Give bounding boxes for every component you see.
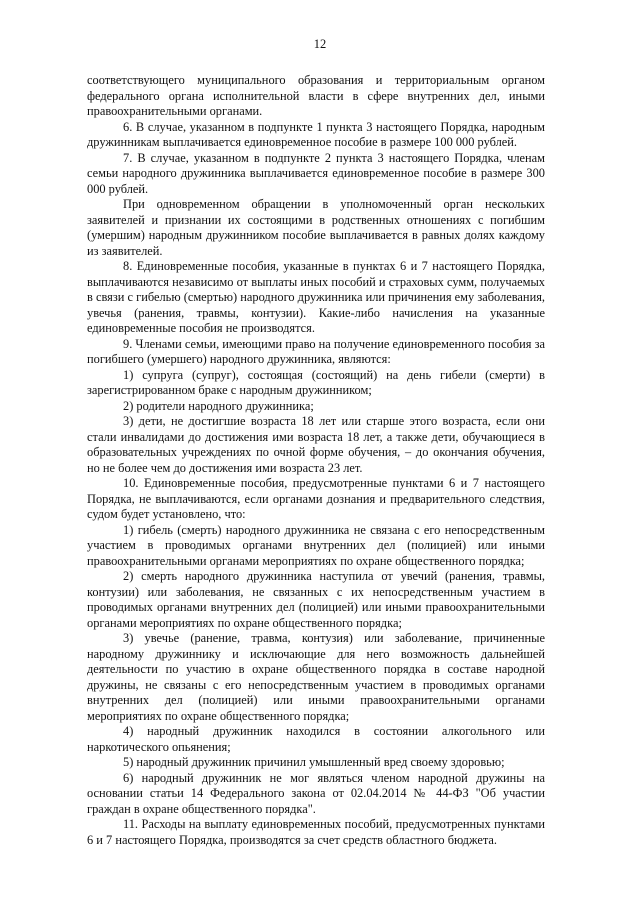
paragraph-continuation: соответствующего муниципального образования и территориальным органом федерального органа исполнительной власти в сфере внутренних дел, иными правоохранительными органами. [87, 73, 545, 118]
paragraph-item-9-sub-1: 1) супруга (супруг), состоящая (состоящий) на день гибели (смерти) в зарегистрированном браке с народным дружинником; [87, 367, 545, 397]
paragraph-item-10-sub-3: 3) увечье (ранение, травма, контузия) или заболевание, причиненные народному дружиннику и исключающие для него возможность дальнейшей деятельности по участию в охране общественного порядка в составе народной дружины, не связаны с его непосредственным участием в проводимых органами внутренних дел (полицией) или иными правоохранительными органами мероприятиях по охране общественного порядка; [87, 631, 545, 723]
paragraph-item-10-sub-2: 2) смерть народного дружинника наступила от увечий (ранения, травмы, контузии) или заболевания, не связанных с их непосредственным участием в проводимых органами внутренних дел (полицией) или иными правоохранительными органами мероприятиях по охране общественного порядка; [87, 569, 545, 630]
paragraph-item-9-sub-2: 2) родители народного дружинника; [123, 398, 314, 413]
paragraph-item-10-sub-4: 4) народный дружинник находился в состоянии алкогольного или наркотического опьянения; [87, 724, 545, 754]
paragraph-item-9: 9. Членами семьи, имеющими право на получение единовременного пособия за погибшего (умершего) народного дружинника, являются: [87, 336, 545, 366]
paragraph-item-6: 6. В случае, указанном в подпункте 1 пункта 3 настоящего Порядка, народным дружинникам выплачивается единовременное пособие в размере 100 000 рублей. [87, 119, 545, 149]
document-body [87, 73, 545, 848]
paragraph-item-11: 11. Расходы на выплату единовременных пособий, предусмотренных пунктами 6 и 7 настоящего Порядка, производятся за счет средств областного бюджета. [87, 817, 545, 847]
paragraph-item-8: 8. Единовременные пособия, указанные в пунктах 6 и 7 настоящего Порядка, выплачиваются независимо от выплаты иных пособий и страховых сумм, получаемых в связи с гибелью (смертью) народного дружинника или причинения ему заболевания, увечья (ранения, травмы, контузии). Какие-либо начисления на указанные единовременные пособия не производятся. [87, 259, 545, 335]
paragraph-item-9-sub-3: 3) дети, не достигшие возраста 18 лет или старше этого возраста, если они стали инвалидами до достижения ими возраста 18 лет, а также дети, обучающиеся в образовательных учреждениях по очной форме обучения, – до окончания обучения, но не более чем до достижения ими возраста 23 лет. [87, 414, 545, 475]
paragraph-multiple-applicants: При одновременном обращении в уполномоченный орган нескольких заявителей и признании их состоящими в родственных отношениях с погибшим (умершим) народным дружинником пособие выплачивается в равных долях каждому из заявителей. [87, 197, 545, 258]
page-number: 12 [313, 37, 327, 51]
paragraph-item-10-sub-6: 6) народный дружинник не мог являться членом народной дружины на основании статьи 14 Федерального закона от 02.04.2014 № 44-ФЗ "Об участии граждан в охране общественного порядка". [87, 770, 545, 816]
paragraph-item-10-sub-1: 1) гибель (смерть) народного дружинника не связана с его непосредственным участием в проводимых органами внутренних дел (полицией) или иными правоохранительными органами мероприятиях по охране общественного порядка; [87, 522, 545, 568]
paragraph-item-7: 7. В случае, указанном в подпункте 2 пункта 3 настоящего Порядка, членам семьи народного дружинника выплачивается единовременное пособие в размере 300 000 рублей. [87, 150, 545, 196]
paragraph-item-10: 10. Единовременные пособия, предусмотренные пунктами 6 и 7 настоящего Порядка, не выплачиваются, если органами дознания и предварительного следствия, судом будет установлено, что: [87, 476, 545, 521]
paragraph-item-10-sub-5: 5) народный дружинник причинил умышленный вред своему здоровью; [123, 755, 505, 769]
